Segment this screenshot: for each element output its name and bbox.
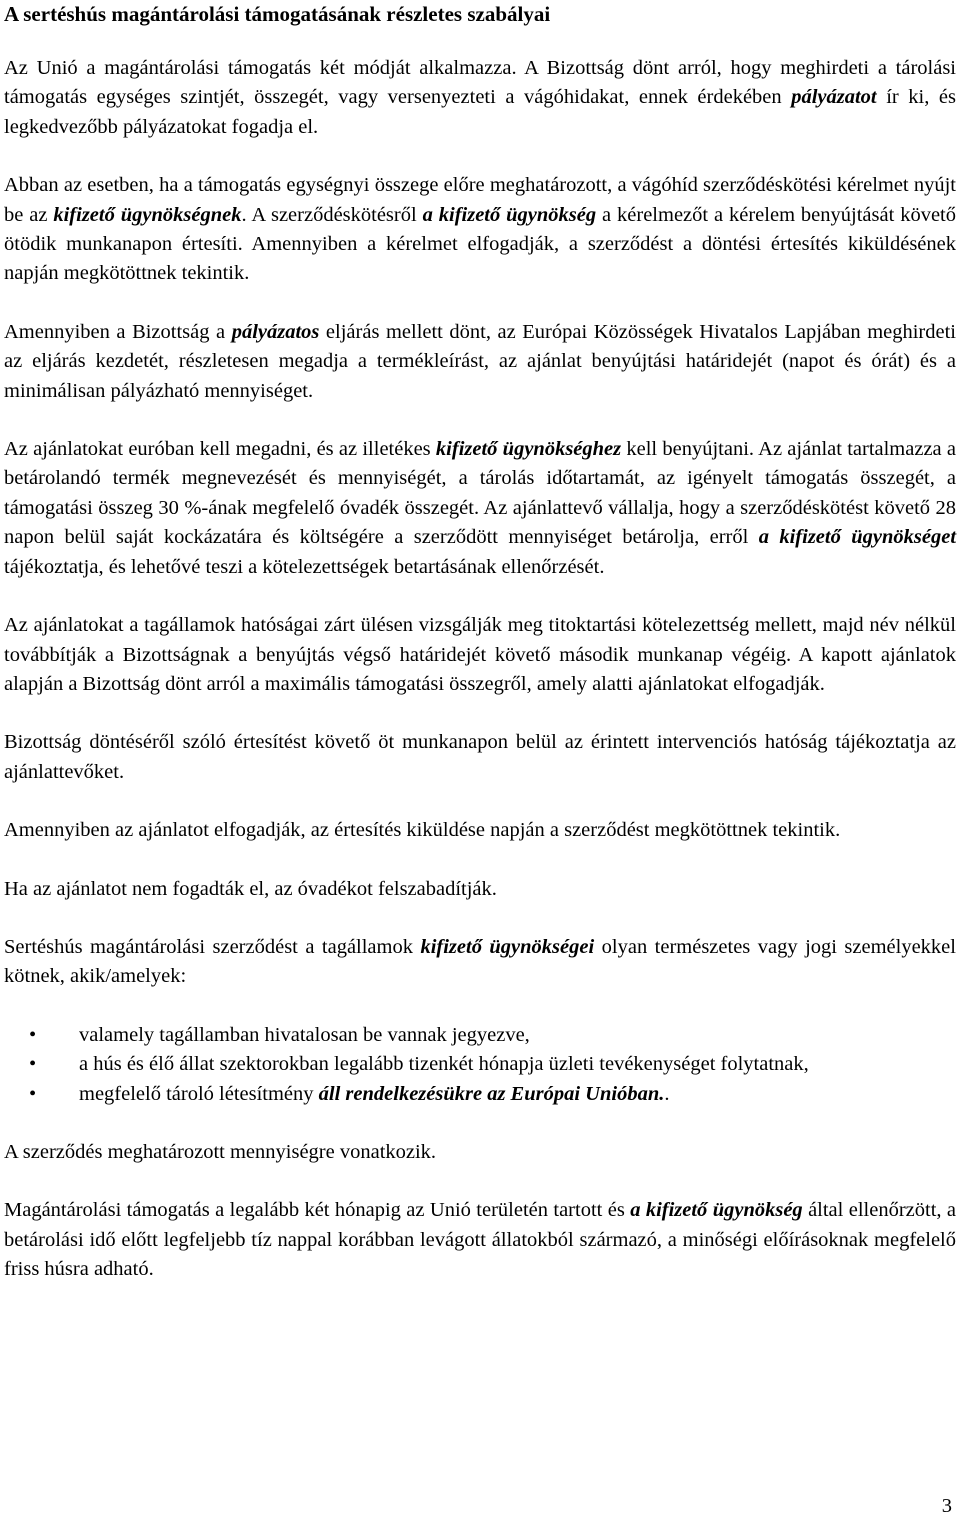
emphasis-kifizeto-ugynoksegei: kifizető ügynökségei [420,935,595,958]
list-item [29,1050,956,1079]
emphasis-kifizeto-ugynokseg: a kifizető ügynökség [630,1199,803,1222]
paragraph-tender-procedure [4,318,956,406]
page-number: 3 [941,1495,952,1517]
text-run: Amennyiben a Bizottság a [4,320,232,343]
paragraph-eligible-parties [4,933,956,992]
paragraph-deposit-release: Ha az ajánlatot nem fogadták el, az óvadékot felszabadítják. [4,877,497,900]
list-item [29,1021,956,1050]
emphasis-kifizeto-ugynokseget: a kifizető ügynökséget [758,526,957,549]
text-run: Sertéshús magántárolási szerződést a tagállamok [4,935,421,958]
list-item-text: valamely tagállamban hivatalosan be vannak jegyezve, [79,1023,530,1046]
text-run: a kérelmezőt a kérelem benyújtását követő ötödik munkanapon értesíti. Amennyiben a kérelmet elfogadják, a szerződést a döntési értesítés kiküldésének napján megkötöttnek tekintik. [4,203,956,285]
paragraph-fixed-amount [4,171,956,289]
bullet-icon: • [29,1023,37,1046]
list-item-text: megfelelő tároló létesítmény [79,1082,319,1105]
bullet-icon: • [29,1053,37,1076]
text-run: Az ajánlatokat euróban kell megadni, és az illetékes [4,438,436,461]
text-run: olyan természetes vagy jogi személyekkel kötnek, akik/amelyek: [4,935,956,988]
emphasis-kifizeto-ugynoksegnek: kifizető ügynökségnek [53,203,242,226]
text-run: . A szerződéskötésről [241,203,423,226]
text-run: Abban az esetben, ha a támogatás egységnyi összege előre meghatározott, a vágóhíd szerződéskötési kérelmet nyújt be az [4,174,956,226]
paragraph-support-methods [4,54,956,142]
text-run: Az Unió a magántárolási támogatás két módját alkalmazza. A Bizottság dönt arról, hogy meghirdeti a tárolási támogatás egységes szintjét, összegét, vagy versenyezteti a vágóhidakat, ennek érdekében [4,57,956,109]
text-run: tájékoztatja, és lehetővé teszi a kötelezettségek betartásának ellenőrzését. [4,555,605,578]
bullet-icon: • [29,1082,37,1105]
text-run: Magántárolási támogatás a legalább két hónapig az Unió területén tartott és [4,1199,631,1222]
emphasis-kifizeto-ugynokseg: a kifizető ügynökség [422,203,597,226]
paragraph-eligible-meat [4,1196,956,1284]
text-run: által ellenőrzött, a betárolási idő előtt legfeljebb tíz nappal korábban levágott állatokból származó, a minőségi előírásoknak megfelelő friss húsra adható. [4,1199,957,1281]
text-run: ír ki, és legkedvezőbb pályázatokat fogadja el. [4,86,956,138]
eligibility-list [4,1021,956,1109]
text-run: kell benyújtani. Az ajánlat tartalmazza a betárolandó termék megnevezését és mennyiségét, a tárolás időtartamát, az igényelt támogatás összegét, a támogatási összeg 30 %-ának megfelelő óvadék összegét. Az ajánlattevő vállalja, hogy a szerződéskötést követő 28 napon belül saját kockázatára és költségére a szerződött mennyiséget betárolja, erről [4,438,956,549]
emphasis-palyazatot: pályázatot [791,86,877,109]
document-page [4,0,956,1285]
paragraph-notification: Bizottság döntéséről szóló értesítést követő öt munkanapon belül az érintett intervenciós hatóság tájékoztatja az ajánlattevőket. [4,731,956,783]
list-item-text: . [664,1082,670,1105]
emphasis-kifizeto-ugynokseghez: kifizető ügynökséghez [435,438,622,461]
emphasis-storage-facility: áll rendelkezésükre az Európai Unióban. [318,1082,665,1105]
paragraph-contract-concluded: Amennyiben az ajánlatot elfogadják, az értesítés kiküldése napján a szerződést megkötöttnek tekintik. [4,819,841,842]
emphasis-palyazatos: pályázatos [231,320,320,343]
list-item-text: a hús és élő állat szektorokban legalább tizenkét hónapja üzleti tevékenységet folytatnak, [79,1053,809,1076]
text-run: eljárás mellett dönt, az Európai Közösségek Hivatalos Lapjában meghirdeti az eljárás kezdetét, részletesen megadja a termékleírást, az ajánlat benyújtási határidejét (napot és órát) és a minimálisan pályázható mennyiséget. [4,320,956,402]
page-title: A sertéshús magántárolási támogatásának részletes szabályai [4,2,551,26]
list-item [29,1080,956,1109]
paragraph-contract-quantity: A szerződés meghatározott mennyiségre vonatkozik. [4,1140,437,1163]
paragraph-offer-evaluation: Az ajánlatokat a tagállamok hatóságai zárt ülésen vizsgálják meg titoktartási kötelezettség mellett, majd név nélkül továbbítják a Bizottságnak a benyújtás végső határidejét követő második munkanap végéig. A kapott ajánlatok alapján a Bizottság dönt arról a maximális támogatási összegről, amely alatti ajánlatokat elfogadják. [4,614,956,695]
paragraph-offers [4,435,956,582]
